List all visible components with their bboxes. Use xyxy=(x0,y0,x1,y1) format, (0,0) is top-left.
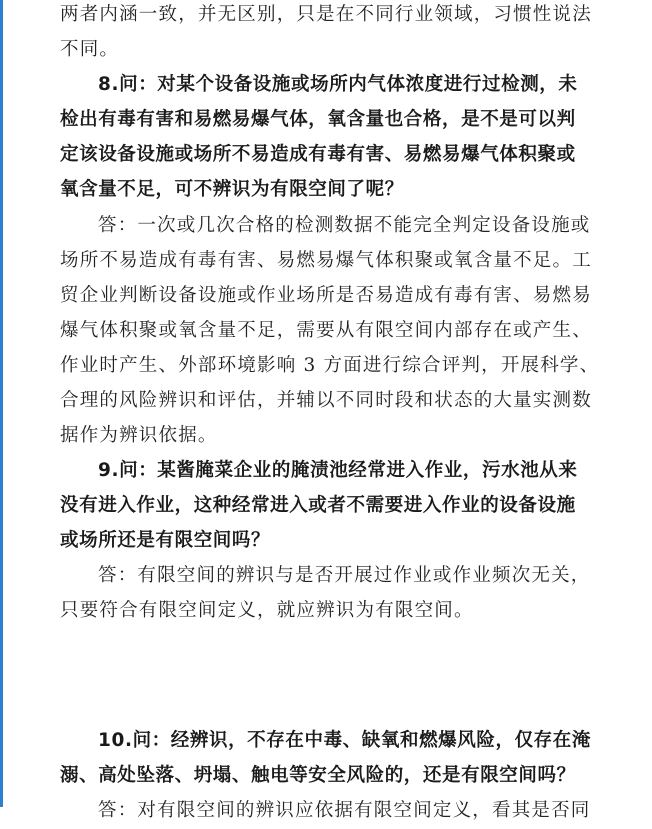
question-8-line: 定该设备设施或场所不易造成有毒有害、易燃易爆气体积聚或 xyxy=(60,144,576,165)
text-line: 两者内涵一致，并无区别，只是在不同行业领域，习惯性说法 xyxy=(60,4,592,25)
answer-8-line: 爆气体积聚或氧含量不足，需要从有限空间内部存在或产生、 xyxy=(60,320,592,341)
question-8-line: 检出有毒有害和易燃易爆气体，氧含量也合格，是不是可以判 xyxy=(60,109,576,130)
answer-8-line: 答：一次或几次合格的检测数据不能完全判定设备设施或 xyxy=(98,215,591,236)
answer-9-line: 只要符合有限空间定义，就应辨识为有限空间。 xyxy=(60,600,474,621)
answer-8-line: 贸企业判断设备设施或作业场所是否易造成有毒有害、易燃易 xyxy=(60,285,592,306)
page-left-border xyxy=(0,0,3,807)
answer-10-line: 答：对有限空间的辨识应依据有限空间定义，看其是否同 xyxy=(98,800,591,821)
answer-8-line: 据作为辨识依据。 xyxy=(60,425,218,446)
answer-8-line: 合理的风险辨识和评估，并辅以不同时段和状态的大量实测数 xyxy=(60,390,592,411)
answer-9-line: 答：有限空间的辨识与是否开展过作业或作业频次无关， xyxy=(98,565,591,586)
question-9-line: 没有进入作业，这种经常进入或者不需要进入作业的设备设施 xyxy=(60,495,576,516)
question-8-line: 氧含量不足，可不辨识为有限空间了呢？ xyxy=(60,179,404,200)
text-line: 不同。 xyxy=(60,39,120,60)
question-9-line: 或场所还是有限空间吗？ xyxy=(60,530,271,551)
answer-8-line: 场所不易造成有毒有害、易燃易爆气体积聚或氧含量不足。工 xyxy=(60,250,592,271)
question-10-line: 10.问：经辨识，不存在中毒、缺氧和燃爆风险，仅存在淹 xyxy=(98,730,591,751)
question-10-line: 溺、高处坠落、坍塌、触电等安全风险的，还是有限空间吗？ xyxy=(60,765,576,786)
question-8-line: 8.问：对某个设备设施或场所内气体浓度进行过检测，未 xyxy=(98,74,578,95)
question-9-line: 9.问：某酱腌菜企业的腌渍池经常进入作业，污水池从来 xyxy=(98,460,578,481)
answer-8-line: 作业时产生、外部环境影响 3 方面进行综合评判，开展科学、 xyxy=(60,355,600,376)
